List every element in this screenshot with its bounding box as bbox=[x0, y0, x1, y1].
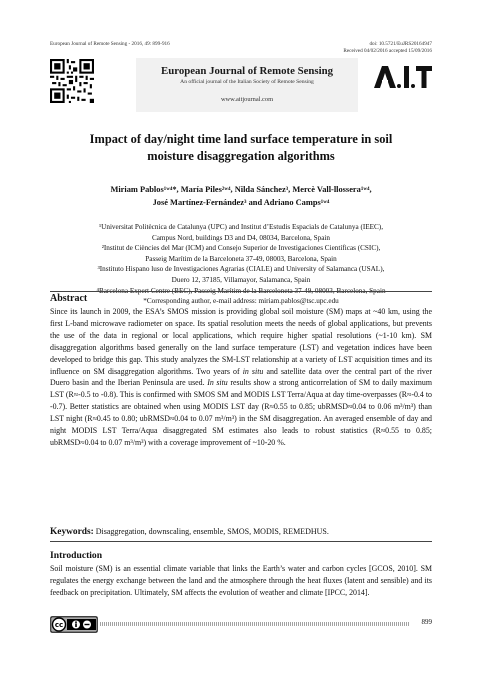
divider bbox=[50, 291, 432, 292]
qr-code-icon bbox=[50, 59, 94, 103]
svg-text:cc: cc bbox=[54, 621, 64, 629]
abstract-text: results show a strong anticorrelation of SM to daily maximum LST (R≈-0.5 to -0.8). This is confirmed with SMOS SM and MODIS LST Terra/Aqua at day time-overpasses (R≈-0.4 to -0.7). Better statistics are obtained when using MODIS LST day (R≈0.55 to 0.85; ubRMSD≈0.04 to 0.06 m³/m³) than LST night (R≈0.45 to 0.80; ubRMSD≈0.04 to 0.07 m³/m³) in the SM disaggregation. An averaged ensemble of day and night MODIS LST Terra/Aqua disaggregated SM estimates also leads to robust statistics (R≈0.55 to 0.85; ubRMSD≈0.04 to 0.07 m³/m³) with a coverage improvement of ~10-20 %. bbox=[50, 378, 432, 447]
affiliation-line: ²Institut de Ciències del Mar (ICM) and Consejo Superior de Investigaciones Científicas (CSIC), bbox=[101, 244, 381, 253]
paper-title-line: Impact of day/night time land surface temperature in soil bbox=[89, 132, 393, 146]
affiliation-line: ⁴Barcelona Expert Centre (BEC), Passeig Marítim de la Barceloneta 37-49, 08003, Barcelona, Spain bbox=[96, 286, 386, 295]
running-header-left: European Journal of Remote Sensing - 2016, 49: 899-916 bbox=[50, 41, 170, 47]
page-footer bbox=[50, 616, 432, 636]
author-list bbox=[50, 183, 432, 209]
keywords-label: Keywords: bbox=[50, 527, 94, 537]
creative-commons-icon[interactable] bbox=[50, 616, 98, 633]
footer-decoration bbox=[100, 622, 410, 626]
page-number: 899 bbox=[421, 618, 432, 626]
keywords bbox=[50, 526, 432, 538]
journal-header bbox=[50, 58, 432, 112]
affiliation-line: ¹Universitat Politècnica de Catalunya (UPC) and Institut d’Estudis Espacials de Catalunya (IEEC), bbox=[99, 223, 383, 231]
affiliation-line: Passeig Marítim de la Barceloneta 37-49, 08003, Barcelona, Spain bbox=[145, 254, 337, 263]
journal-title-box bbox=[136, 58, 358, 112]
abstract-body bbox=[50, 306, 432, 449]
journal-subtitle: An official journal of the Italian Society of Remote Sensing bbox=[180, 79, 314, 85]
abstract-text: Since its launch in 2009, the ESA’s SMOS mission is providing global soil moisture (SM) maps at ~40 km, using the first L-band microwave radiometer on space. Its spatial resolution meets the needs of global applications, but prevents the use of the data in regional or local applications, which require higher spatial resolutions (~1-10 km). SM disaggregation algorithms based generally on the land surface temperature (LST) and vegetation indices have been developed to bridge this gap. This study analyzes the SM-LST relationship at a variety of LST acquisition times and its influence on SM disaggregation algorithms. Two years of bbox=[50, 307, 432, 376]
received-dates: Received 04/02/2016 accepted 15/09/2016 bbox=[343, 48, 432, 54]
journal-title: European Journal of Remote Sensing bbox=[161, 65, 333, 77]
corresponding-author: *Corresponding author, e-mail address: miriam.pablos@tsc.upc.edu bbox=[143, 297, 339, 306]
affiliation-line: ³Instituto Hispano luso de Investigaciones Agrarias (CIALE) and University of Salamanca (USAL), bbox=[97, 265, 385, 274]
author-line: José Martínez-Fernández³ and Adriano Camps¹ʷ⁴ bbox=[152, 198, 330, 207]
introduction-heading: Introduction bbox=[50, 550, 103, 561]
affiliation-line: Duero 12, 37185, Villamayor, Salamanca, Spain bbox=[171, 275, 311, 284]
running-header-right bbox=[343, 41, 432, 55]
doi-text: doi: 10.5721/EuJRS20164947 bbox=[369, 41, 432, 47]
ait-logo-icon bbox=[372, 64, 432, 90]
affiliations bbox=[50, 222, 432, 307]
divider bbox=[50, 541, 432, 542]
author-line: Miriam Pablos¹ʷ⁴*, María Piles²ʷ⁴, Nilda Sánchez³, Mercè Vall-llossera¹ʷ⁴, bbox=[110, 185, 372, 194]
keywords-text: Disaggregation, downscaling, ensemble, SMOS, MODIS, REMEDHUS. bbox=[93, 527, 329, 536]
paper-title-line: moisture disaggregation algorithms bbox=[147, 149, 335, 163]
abstract-italic: In situ bbox=[207, 378, 228, 388]
abstract-heading: Abstract bbox=[50, 293, 88, 304]
paper-title bbox=[50, 131, 432, 165]
abstract-text: and satellite data over the central part of the river Duero basin and the Iberian Peninsula are used. bbox=[50, 366, 432, 388]
journal-url[interactable]: www.aitjournal.com bbox=[220, 96, 274, 103]
affiliation-line: Campus Nord, buildings D3 and D4, 08034, Barcelona, Spain bbox=[151, 233, 331, 242]
abstract-italic: in situ bbox=[242, 366, 264, 376]
introduction-body: Soil moisture (SM) is an essential climate variable that links the Earth’s water and carbon cycles [GCOS, 2010]. SM regulates the energy exchange between the land and the atmosphere through the heat fluxes (latent and sensible) and its feedback on precipitation. Ultimately, SM affects the evolution of weather and climate [IPCC, 2014]. bbox=[50, 564, 432, 597]
